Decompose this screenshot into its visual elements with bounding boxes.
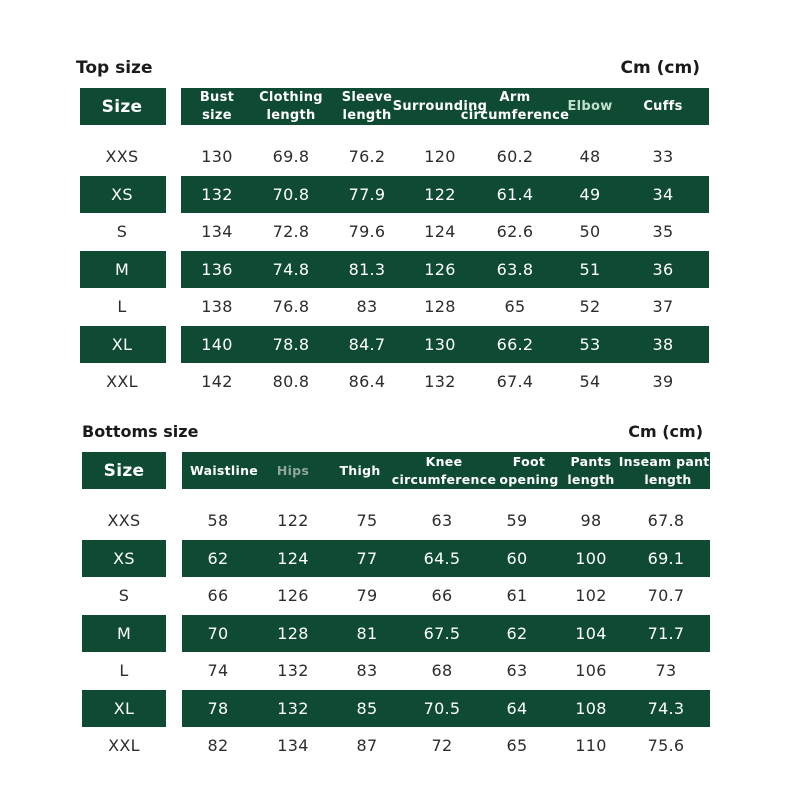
top-table-cell: 34 [652, 185, 674, 204]
bottoms-table-row [0, 577, 800, 614]
top-table-cell: 126 [424, 260, 456, 279]
top-table-cell: 86.4 [348, 372, 386, 391]
top-size-label: XS [111, 185, 133, 204]
top-size-unit: Cm (cm) [620, 58, 700, 78]
bottoms-table-cell: 122 [277, 511, 309, 530]
bottoms-header-row [0, 452, 800, 489]
top-table-cell: 51 [579, 260, 601, 279]
bottoms-table-cell: 58 [207, 511, 229, 530]
top-table-cell: 69.8 [272, 147, 310, 166]
top-table-cell: 81.3 [348, 260, 386, 279]
top-table-cell: 61.4 [496, 185, 534, 204]
bottoms-table-cell: 124 [277, 549, 309, 568]
bottoms-table-cell: 110 [575, 736, 607, 755]
bottoms-table-cell: 63 [506, 661, 528, 680]
bottoms-size-heading [0, 420, 800, 450]
bottoms-size-label: XXL [108, 736, 140, 755]
top-table-cell: 35 [652, 222, 674, 241]
bottoms-size-label: XL [113, 699, 135, 718]
bottoms-table-row [0, 615, 800, 652]
bottoms-size-label: S [118, 586, 130, 605]
bottoms-table-cell: 102 [575, 586, 607, 605]
bottoms-table-row [0, 652, 800, 689]
top-table-cell: 60.2 [496, 147, 534, 166]
bottoms-table-cell: 59 [506, 511, 528, 530]
bottoms-table-cell: 74.3 [647, 699, 685, 718]
top-table-cell: 132 [201, 185, 233, 204]
top-table-row [0, 251, 800, 288]
top-table-row [0, 213, 800, 250]
bottoms-table-row [0, 502, 800, 539]
top-table-cell: 54 [579, 372, 601, 391]
top-table-cell: 49 [579, 185, 601, 204]
top-table-cell: 53 [579, 335, 601, 354]
bottoms-table-row [0, 727, 800, 764]
bottoms-col-header: Knee circumference [391, 453, 497, 487]
top-table-cell: 65 [504, 297, 526, 316]
bottoms-col-header: Pants length [567, 453, 615, 487]
top-table-row [0, 363, 800, 400]
bottoms-table-cell: 75.6 [647, 736, 685, 755]
top-table-cell: 67.4 [496, 372, 534, 391]
top-table-cell: 136 [201, 260, 233, 279]
bottoms-size-unit: Cm (cm) [628, 422, 703, 441]
bottoms-table-cell: 60 [506, 549, 528, 568]
top-table-cell: 130 [424, 335, 456, 354]
top-table-cell: 66.2 [496, 335, 534, 354]
top-table-cell: 76.8 [272, 297, 310, 316]
bottoms-table-cell: 79 [356, 586, 378, 605]
top-table-cell: 62.6 [496, 222, 534, 241]
top-table-cell: 124 [424, 222, 456, 241]
top-size-label: XXL [106, 372, 138, 391]
top-table-cell: 138 [201, 297, 233, 316]
top-col-header: Sleeve length [341, 89, 393, 123]
top-size-label: L [117, 297, 127, 316]
bottoms-table-cell: 77 [356, 549, 378, 568]
bottoms-table-cell: 71.7 [647, 624, 685, 643]
bottoms-table-cell: 73 [655, 661, 677, 680]
top-col-header: Cuffs [643, 98, 683, 114]
top-table-cell: 36 [652, 260, 674, 279]
top-table-cell: 120 [424, 147, 456, 166]
bottoms-table-cell: 69.1 [647, 549, 685, 568]
bottoms-table-cell: 63 [431, 511, 453, 530]
top-table-cell: 132 [424, 372, 456, 391]
top-col-header: Clothing length [259, 89, 323, 123]
top-size-label: XL [111, 335, 133, 354]
top-size-label: M [114, 260, 130, 279]
top-table-cell: 128 [424, 297, 456, 316]
top-table-cell: 50 [579, 222, 601, 241]
top-table-cell: 80.8 [272, 372, 310, 391]
top-table-cell: 74.8 [272, 260, 310, 279]
bottoms-table-cell: 66 [431, 586, 453, 605]
top-col-header: Elbow [567, 98, 613, 114]
top-table-cell: 38 [652, 335, 674, 354]
bottoms-table-cell: 75 [356, 511, 378, 530]
bottoms-col-header: Hips [276, 462, 310, 478]
bottoms-table-cell: 67.8 [647, 511, 685, 530]
bottoms-col-header: Thigh [339, 462, 381, 478]
bottoms-size-section [0, 420, 800, 755]
top-table-cell: 48 [579, 147, 601, 166]
bottoms-col-header: Foot opening [499, 453, 559, 487]
bottoms-table-cell: 106 [575, 661, 607, 680]
top-table-cell: 52 [579, 297, 601, 316]
top-col-header: Arm circumference [460, 89, 570, 123]
bottoms-table-cell: 67.5 [423, 624, 461, 643]
bottoms-table-cell: 87 [356, 736, 378, 755]
top-table-cell: 84.7 [348, 335, 386, 354]
top-size-heading [0, 56, 800, 86]
bottoms-table-cell: 70 [207, 624, 229, 643]
bottoms-table-row [0, 690, 800, 727]
top-table-row [0, 176, 800, 213]
top-size-label: XXS [105, 147, 139, 166]
top-table-cell: 72.8 [272, 222, 310, 241]
top-table-row [0, 138, 800, 175]
bottoms-table-cell: 78 [207, 699, 229, 718]
top-table-cell: 140 [201, 335, 233, 354]
bottoms-size-label: XXS [107, 511, 141, 530]
bottoms-table-cell: 98 [580, 511, 602, 530]
top-table-cell: 78.8 [272, 335, 310, 354]
top-col-header: Size [101, 96, 143, 117]
bottoms-size-label: XS [113, 549, 135, 568]
bottoms-table-cell: 70.7 [647, 586, 685, 605]
top-table-cell: 39 [652, 372, 674, 391]
top-col-header: Bust size [199, 89, 235, 123]
bottoms-size-label: M [116, 624, 132, 643]
top-table-cell: 37 [652, 297, 674, 316]
bottoms-table-cell: 104 [575, 624, 607, 643]
bottoms-table-cell: 126 [277, 586, 309, 605]
bottoms-table-cell: 128 [277, 624, 309, 643]
top-table-cell: 134 [201, 222, 233, 241]
bottoms-table-cell: 64.5 [423, 549, 461, 568]
top-table-cell: 76.2 [348, 147, 386, 166]
bottoms-table-row [0, 540, 800, 577]
bottoms-table-cell: 70.5 [423, 699, 461, 718]
top-table-cell: 70.8 [272, 185, 310, 204]
bottoms-table-cell: 62 [506, 624, 528, 643]
top-col-header: Surrounding [392, 98, 488, 114]
bottoms-table-cell: 83 [356, 661, 378, 680]
bottoms-table-cell: 72 [431, 736, 453, 755]
bottoms-table-cell: 132 [277, 699, 309, 718]
bottoms-table-cell: 61 [506, 586, 528, 605]
bottoms-table-cell: 134 [277, 736, 309, 755]
bottoms-table-cell: 62 [207, 549, 229, 568]
top-table-cell: 79.6 [348, 222, 386, 241]
top-table-cell: 77.9 [348, 185, 386, 204]
bottoms-table-cell: 74 [207, 661, 229, 680]
bottoms-table-cell: 81 [356, 624, 378, 643]
bottoms-col-header: Waistline [189, 462, 259, 478]
top-table-cell: 33 [652, 147, 674, 166]
bottoms-table-cell: 82 [207, 736, 229, 755]
top-size-label: S [116, 222, 128, 241]
bottoms-table-cell: 66 [207, 586, 229, 605]
bottoms-size-title: Bottoms size [82, 422, 199, 441]
bottoms-col-header: Size [103, 460, 145, 481]
bottoms-table-cell: 132 [277, 661, 309, 680]
top-header-row [0, 88, 800, 125]
bottoms-table-cell: 64 [506, 699, 528, 718]
top-table-cell: 63.8 [496, 260, 534, 279]
top-table-row [0, 288, 800, 325]
bottoms-size-label: L [119, 661, 129, 680]
bottoms-table-cell: 68 [431, 661, 453, 680]
top-table-cell: 83 [356, 297, 378, 316]
bottoms-table-cell: 85 [356, 699, 378, 718]
top-table-cell: 142 [201, 372, 233, 391]
top-table-cell: 122 [424, 185, 456, 204]
top-table-row [0, 326, 800, 363]
bottoms-table-cell: 108 [575, 699, 607, 718]
bottoms-col-header: Inseam pants length [618, 453, 718, 487]
bottoms-table-cell: 65 [506, 736, 528, 755]
top-size-section [0, 56, 800, 391]
bottoms-table-cell: 100 [575, 549, 607, 568]
top-table-cell: 130 [201, 147, 233, 166]
top-size-title: Top size [76, 58, 153, 78]
